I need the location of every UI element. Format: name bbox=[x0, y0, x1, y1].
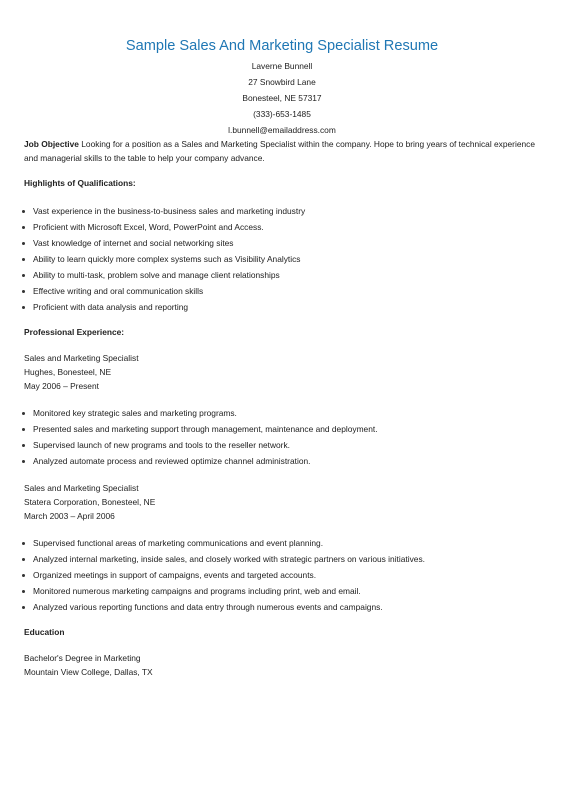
education-school: Mountain View College, Dallas, TX bbox=[24, 667, 153, 677]
job-company: Statera Corporation, Bonesteel, NE bbox=[24, 497, 156, 507]
job-2-duties bbox=[22, 535, 542, 615]
contact-name: Laverne Bunnell bbox=[251, 61, 313, 71]
education-degree: Bachelor's Degree in Marketing bbox=[24, 653, 141, 663]
job-title: Sales and Marketing Specialist bbox=[24, 483, 139, 493]
list-item: Analyzed internal marketing, inside sales, and closely worked with strategic partners on various initiatives. bbox=[22, 551, 542, 567]
list-item: Monitored numerous marketing campaigns and programs including print, web and email. bbox=[22, 583, 542, 599]
job-title: Sales and Marketing Specialist bbox=[24, 353, 139, 363]
list-item: Organized meetings in support of campaigns, events and targeted accounts. bbox=[22, 567, 542, 583]
list-item: Ability to multi-task, problem solve and manage client relationships bbox=[22, 267, 542, 283]
job-2-header bbox=[24, 481, 155, 523]
highlights-heading: Highlights of Qualifications: bbox=[24, 178, 136, 188]
list-item: Effective writing and oral communication skills bbox=[22, 283, 542, 299]
list-item: Presented sales and marketing support through management, maintenance and deployment. bbox=[22, 421, 542, 437]
list-item: Proficient with Microsoft Excel, Word, PowerPoint and Access. bbox=[22, 219, 542, 235]
job-dates: May 2006 – Present bbox=[24, 381, 99, 391]
objective-label: Job Objective bbox=[24, 139, 79, 149]
contact-address: 27 Snowbird Lane bbox=[248, 77, 316, 87]
experience-heading: Professional Experience: bbox=[24, 327, 125, 337]
contact-city: Bonesteel, NE 57317 bbox=[242, 93, 322, 103]
page-title: Sample Sales And Marketing Specialist Resume bbox=[125, 38, 439, 54]
education-heading: Education bbox=[24, 627, 65, 637]
list-item: Analyzed various reporting functions and data entry through numerous events and campaigns. bbox=[22, 599, 542, 615]
contact-email[interactable]: l.bunnell@emailaddress.com bbox=[228, 125, 336, 135]
list-item: Supervised launch of new programs and tools to the reseller network. bbox=[22, 437, 542, 453]
list-item: Proficient with data analysis and reporting bbox=[22, 299, 542, 315]
list-item: Monitored key strategic sales and marketing programs. bbox=[22, 405, 542, 421]
list-item: Analyzed automate process and reviewed optimize channel administration. bbox=[22, 453, 542, 469]
contact-phone: (333)-653-1485 bbox=[253, 109, 311, 119]
list-item: Vast experience in the business-to-business sales and marketing industry bbox=[22, 203, 542, 219]
objective-paragraph bbox=[24, 138, 544, 165]
highlights-list bbox=[22, 203, 542, 315]
job-1-header bbox=[24, 351, 139, 393]
job-dates: March 2003 – April 2006 bbox=[24, 511, 115, 521]
education-block bbox=[24, 651, 153, 679]
job-1-duties bbox=[22, 405, 542, 469]
list-item: Supervised functional areas of marketing communications and event planning. bbox=[22, 535, 542, 551]
contact-block bbox=[0, 58, 564, 138]
objective-text: Looking for a position as a Sales and Marketing Specialist within the company. Hope to bring years of technical experience and managerial skills to the table to help your company advance. bbox=[24, 139, 535, 163]
job-company: Hughes, Bonesteel, NE bbox=[24, 367, 112, 377]
list-item: Vast knowledge of internet and social networking sites bbox=[22, 235, 542, 251]
list-item: Ability to learn quickly more complex systems such as Visibility Analytics bbox=[22, 251, 542, 267]
